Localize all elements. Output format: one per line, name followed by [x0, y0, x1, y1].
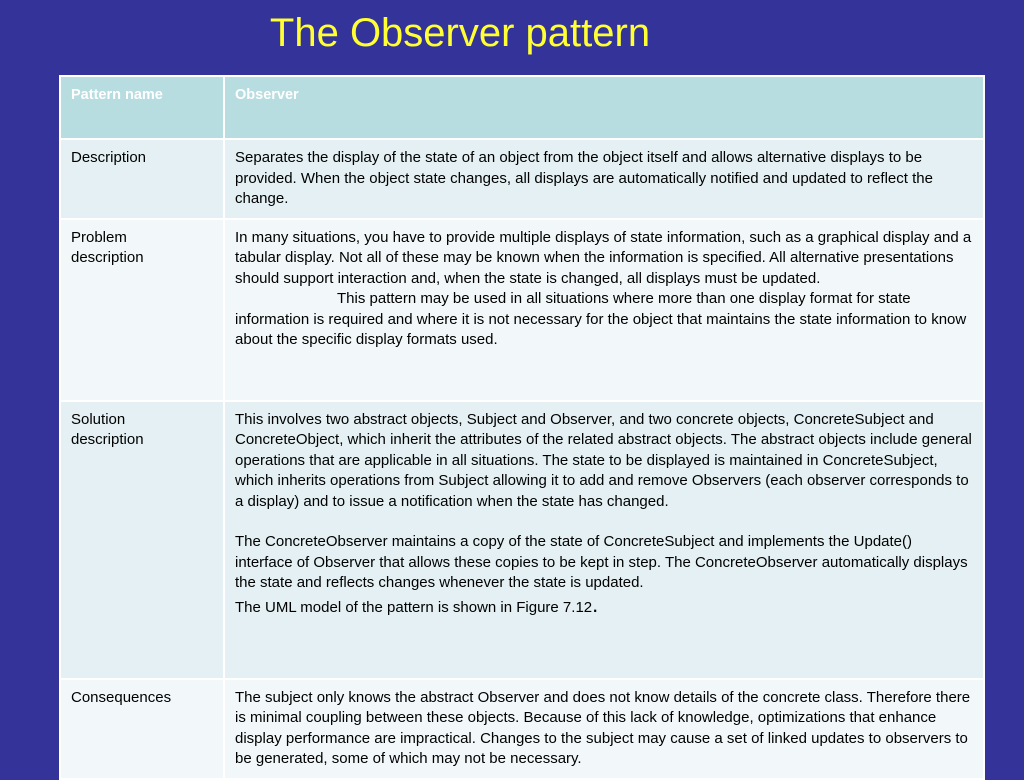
table-row-problem [60, 219, 984, 401]
solution-text-cell [224, 401, 984, 679]
solution-label-line1: Solution [71, 410, 126, 428]
pattern-table [59, 75, 985, 780]
problem-text-cell [224, 219, 984, 401]
description-label: Description [60, 139, 224, 219]
problem-text-2-wrap [235, 289, 973, 351]
problem-label [60, 219, 224, 401]
problem-text-2: This pattern may be used in all situations where more than one display format for state information is required and where it is not necessary for the object that maintains the state information to know about the specific display formats used. [235, 290, 967, 348]
table-header-row [60, 76, 984, 139]
problem-label-line1: Problem [71, 228, 127, 246]
table-row-description [60, 139, 984, 219]
solution-text-3-wrap [235, 591, 973, 619]
header-value-cell: Observer [224, 76, 984, 139]
solution-text-3: The UML model of the pattern is shown in Figure 7.12 [235, 598, 593, 616]
consequences-text: The subject only knows the abstract Observer and does not know details of the concrete class. Therefore there is minimal coupling between these objects. Because of this lack of knowledge, optimizations that enhance display performance are impractical. Changes to the subject may cause a set of linked updates to observers to be generated, some of which may not be necessary. [224, 679, 984, 779]
solution-text-2: The ConcreteObserver maintains a copy of the state of ConcreteSubject and implements the Update() interface of Observer that allows these copies to be kept in step. The ConcreteObserver automatically displays the state and reflects changes whenever the state is updated. [235, 533, 968, 591]
pattern-table-container [59, 75, 983, 775]
solution-label [60, 401, 224, 679]
slide-title: The Observer pattern [269, 11, 651, 55]
table-row-consequences [60, 679, 984, 779]
solution-text-1: This involves two abstract objects, Subject and Observer, and two concrete objects, ConcreteSubject and ConcreteObject, which inherit the attributes of the related abstract objects. The abstract objects include general operations that are applicable in all situations. The state to be displayed is maintained in ConcreteSubject, which inherits operations from Subject allowing it to add and remove Observers (each observer corresponds to a display) and to issue a notification when the state has changed. [235, 410, 972, 510]
problem-label-line2: description [71, 249, 144, 266]
consequences-label: Consequences [60, 679, 224, 779]
problem-text-1: In many situations, you have to provide multiple displays of state information, such as a graphical display and a tabular display. Not all of these may be known when the information is specified. All alternative presentations should support interaction and, when the state is changed, all displays must be updated. [235, 228, 972, 287]
table-row-solution [60, 401, 984, 679]
description-text: Separates the display of the state of an object from the object itself and allows alternative displays to be provided. When the object state changes, all displays are automatically notified and updated to reflect the change. [224, 139, 984, 219]
solution-label-line2: description [71, 431, 144, 448]
solution-text-3-period: . [592, 591, 599, 617]
header-label-cell: Pattern name [60, 76, 224, 139]
